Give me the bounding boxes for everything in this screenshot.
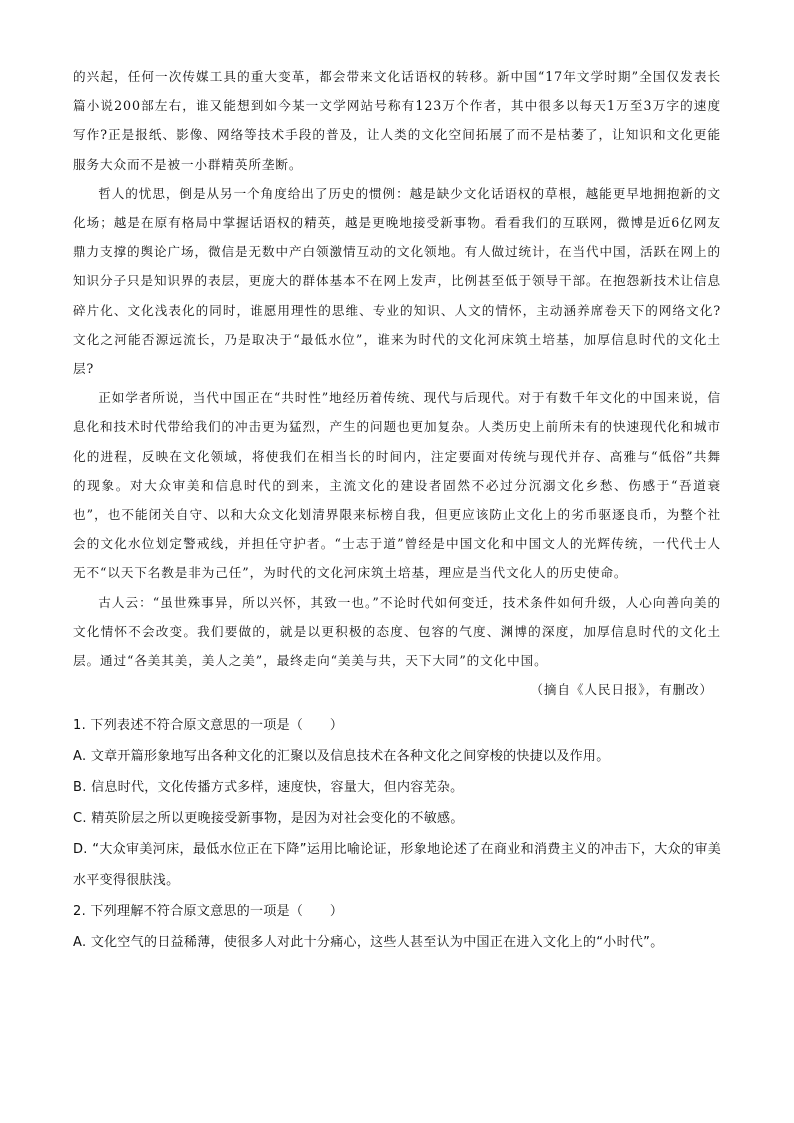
option-a: A. 文章开篇形象地写出各种文化的汇聚以及信息技术在各种文化之间穿梭的快捷以及作用。 <box>73 749 610 765</box>
passage-source: （摘自《人民日报》，有删改） <box>530 682 713 698</box>
passage-paragraph: 正如学者所说，当代中国正在“共时性”地经历着传统、现代与后现代。对于有数千年文化的中国来说，信息化和技术时代带给我们的冲击更为猛烈，产生的问题也更加复杂。人类历史上前所未有的快速现代化和城市化的进程，反映在文化领域，将使我们在相当长的时间内，注定要面对传统与现代并存、高雅与“低俗”共舞的现象。对大众审美和信息时代的到来，主流文化的建设者固然不必过分沉溺文化乡愁、伤感于“吾道衰也”，也不能闭关自守、以和大众文化划清界限来标榜自我，但更应该防止文化上的劣币驱逐良币，为整个社会的文化水位划定警戒线，并担任守护者。“士志于道”曾经是中国文化和中国文人的光辉传统，一代代士人无不“以天下名教是非为己任”，为时代的文化河床筑土培基，理应是当代文化人的历史使命。 <box>73 390 721 581</box>
passage-paragraph: 的兴起，任何一次传媒工具的重大变革，都会带来文化话语权的转移。新中国“17年文学时期”全国仅发表长篇小说200部左右，谁又能想到如今某一文学网站号称有123万个作者，其中很多以每天1万至3万字的速度写作?正是报纸、影像、网络等技术手段的普及，让人类的文化空间拓展了而不是枯萎了，让知识和文化更能服务大众而不是被一小群精英所垄断。 <box>73 69 721 172</box>
option-d: D. “大众审美河床，最低水位正在下降”运用比喻论证，形象地论述了在商业和消费主义的冲击下，大众的审美水平变得很肤浅。 <box>73 842 721 889</box>
reading-passage <box>73 62 721 704</box>
option-b: B. 信息时代，文化传播方式多样，速度快，容量大，但内容芜杂。 <box>73 780 464 796</box>
question-1 <box>73 710 721 896</box>
question-stem: 2. 下列理解不符合原文意思的一项是（ ） <box>73 904 344 920</box>
passage-paragraph: 古人云：“虽世殊事异，所以兴怀，其致一也。”不论时代如何变迁，技术条件如何升级，人心向善向美的文化情怀不会改变。我们要做的，就是以更积极的态度、包容的气度、渊博的深度，加厚信息时代的文化土层。通过“各美其美，美人之美”，最终走向“美美与共，天下大同”的文化中国。 <box>73 594 721 669</box>
exam-page <box>73 62 721 958</box>
option-c: C. 精英阶层之所以更晚接受新事物，是因为对社会变化的不敏感。 <box>73 811 464 827</box>
option-a: A. 文化空气的日益稀薄，使很多人对此十分痛心，这些人甚至认为中国正在进入文化上的“小时代”。 <box>73 935 664 951</box>
passage-paragraph: 哲人的忧思，倒是从另一个角度给出了历史的惯例：越是缺少文化话语权的草根，越能更早地拥抱新的文化场；越是在原有格局中掌握话语权的精英，越是更晚地接受新事物。看看我们的互联网，微博是近6亿网友鼎力支撑的舆论广场，微信是无数中产白领激情互动的文化领地。有人做过统计，在当代中国，活跃在网上的知识分子只是知识界的表层，更庞大的群体基本不在网上发声，比例甚至低于领导干部。在抱怨新技术让信息碎片化、文化浅表化的同时，谁愿用理性的思维、专业的知识、人文的情怀，主动涵养席卷天下的网络文化?文化之河能否源远流长，乃是取决于“最低水位”，谁来为时代的文化河床筑土培基，加厚信息时代的文化土层? <box>73 185 721 377</box>
question-stem: 1. 下列表述不符合原文意思的一项是（ ） <box>73 718 344 734</box>
question-2 <box>73 896 721 958</box>
question-list <box>73 710 721 958</box>
